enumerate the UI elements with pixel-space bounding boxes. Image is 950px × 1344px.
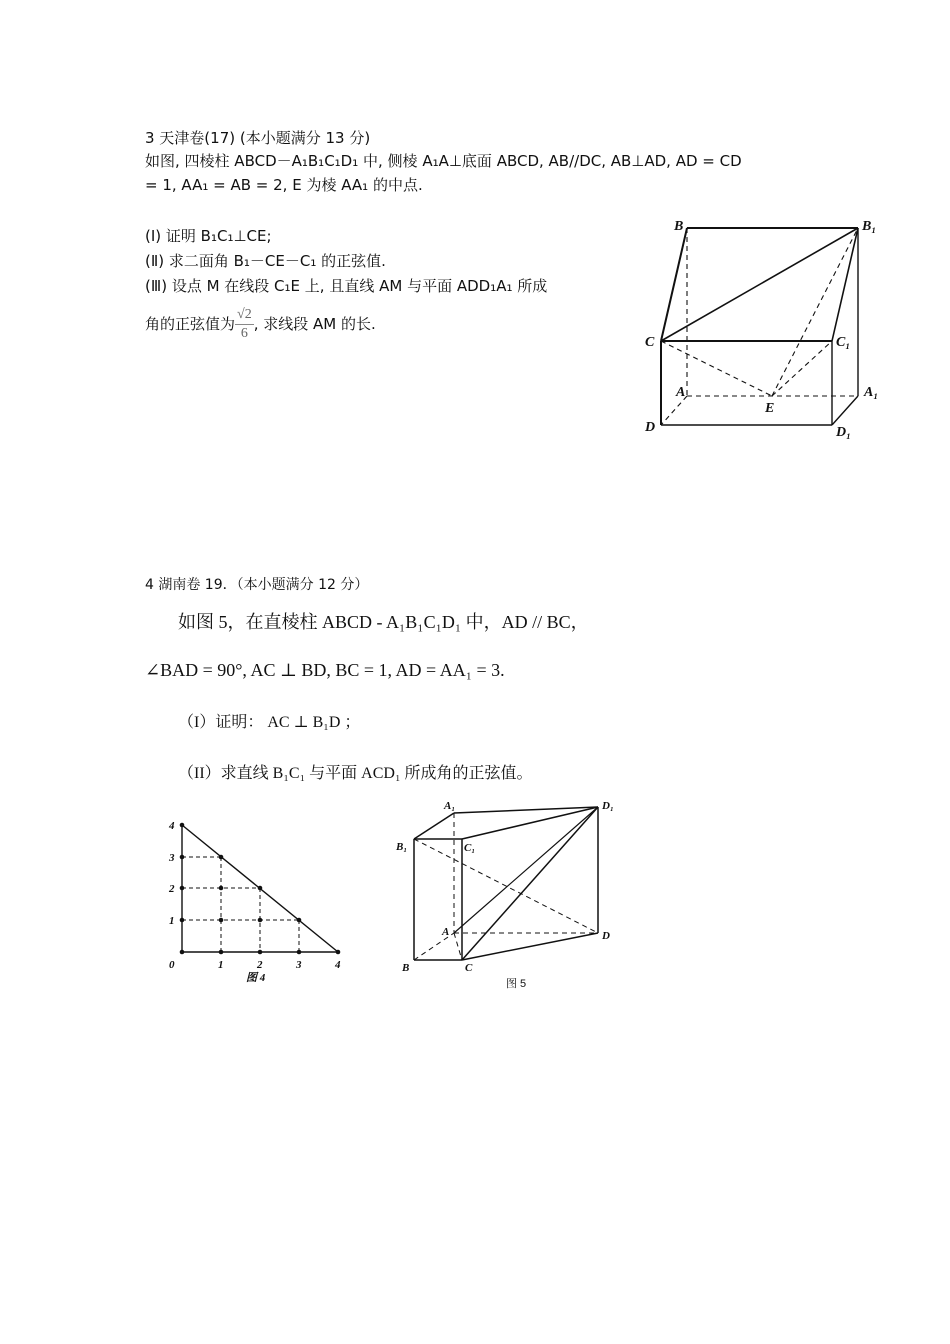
label-D1: D₁ bbox=[836, 425, 851, 440]
fig4-tick-y-4: 4 bbox=[169, 820, 175, 832]
label-B: B bbox=[674, 219, 684, 234]
edge-B1-A1 bbox=[414, 813, 454, 839]
fig4-tick-x-4: 4 bbox=[335, 959, 341, 971]
p4-question-1: （I）证明： AC ⊥ B₁D ； bbox=[178, 714, 361, 731]
fig4-tick-y-2: 2 bbox=[169, 883, 175, 895]
label-D1: D₁ bbox=[602, 800, 614, 812]
label-A: A bbox=[676, 385, 686, 400]
p3-frac-numerator: √2 bbox=[235, 306, 254, 325]
fig4-tick-x-1: 1 bbox=[218, 959, 224, 971]
p3-question-2: (Ⅱ) 求二面角 B₁－CE－C₁ 的正弦值. bbox=[145, 252, 386, 270]
edge-E-C1-hidden bbox=[772, 341, 832, 396]
fig4-tick-x-2: 2 bbox=[257, 959, 263, 971]
label-A1: A₁ bbox=[864, 385, 879, 400]
label-D: D bbox=[645, 420, 656, 435]
p4-intro-line2: ∠BAD = 90°, AC ⊥ BD, BC = 1, AD = AA₁ = 3. bbox=[145, 660, 505, 680]
edge-A-D1 bbox=[454, 807, 598, 933]
edge-B-C bbox=[661, 228, 687, 341]
p3-question-3-cont bbox=[145, 304, 376, 344]
label-E: E bbox=[765, 401, 775, 416]
edge-B1-C1 bbox=[832, 228, 858, 341]
fig4-staircase-figure bbox=[160, 815, 360, 990]
label-A: A bbox=[442, 926, 450, 938]
label-C: C bbox=[465, 962, 473, 974]
p4-intro-line1: 如图 5，在直棱柱 ABCD - A₁B₁C₁D₁ 中，AD // BC， bbox=[178, 612, 589, 632]
label-C1: C₁ bbox=[836, 335, 851, 350]
p4-question-2: （II）求直线 B₁C₁ 与平面 ACD₁ 所成角的正弦值。 bbox=[178, 765, 533, 782]
p3-intro-line2: = 1, AA₁ = AB = 2, E 为棱 AA₁ 的中点. bbox=[145, 176, 423, 194]
fig4-caption: 图 4 bbox=[246, 972, 266, 984]
label-B1: B₁ bbox=[396, 841, 408, 853]
label-B1: B₁ bbox=[862, 219, 877, 234]
p3-intro-line1: 如图, 四棱柱 ABCD－A₁B₁C₁D₁ 中, 侧棱 A₁A⊥底面 ABCD, AB//DC, AB⊥AD, AD = CD bbox=[145, 152, 742, 170]
p3-question-3: (Ⅲ) 设点 M 在线段 C₁E 上, 且直线 AM 与平面 ADD₁A₁ 所成 bbox=[145, 277, 548, 295]
edge-D1-A1 bbox=[832, 396, 858, 425]
fig4-tick-x-3: 3 bbox=[296, 959, 302, 971]
edge-A-D-hidden bbox=[661, 396, 687, 425]
label-A1: A₁ bbox=[444, 800, 456, 812]
fig4-tick-y-1: 1 bbox=[169, 915, 175, 927]
p3-prism-figure bbox=[640, 210, 890, 450]
p3-question-1: (Ⅰ) 证明 B₁C₁⊥CE; bbox=[145, 227, 272, 245]
p4-header: 4 湖南卷 19．（本小题满分 12 分） bbox=[145, 577, 369, 593]
edge-A-C-hidden bbox=[454, 933, 462, 960]
fig4-tick-x-0: 0 bbox=[169, 959, 175, 971]
label-D: D bbox=[602, 930, 610, 942]
p3-sine-fraction bbox=[235, 306, 254, 343]
label-C: C bbox=[645, 335, 655, 350]
fig5-caption: 图 5 bbox=[506, 978, 527, 990]
p3-q3-text-pre: 角的正弦值为 bbox=[145, 315, 236, 333]
fig4-tick-y-3: 3 bbox=[169, 852, 175, 864]
edge-B1-D-hidden bbox=[414, 839, 598, 933]
p3-header: 3 天津卷(17) (本小题满分 13 分) bbox=[145, 129, 371, 147]
label-B: B bbox=[402, 962, 410, 974]
p3-frac-denominator: 6 bbox=[240, 326, 248, 341]
edge-C-B1 bbox=[661, 228, 858, 341]
fig5-prism-figure bbox=[390, 795, 630, 995]
label-C1: C₁ bbox=[464, 842, 476, 854]
p3-q3-text-post: , 求线段 AM 的长. bbox=[253, 315, 376, 333]
